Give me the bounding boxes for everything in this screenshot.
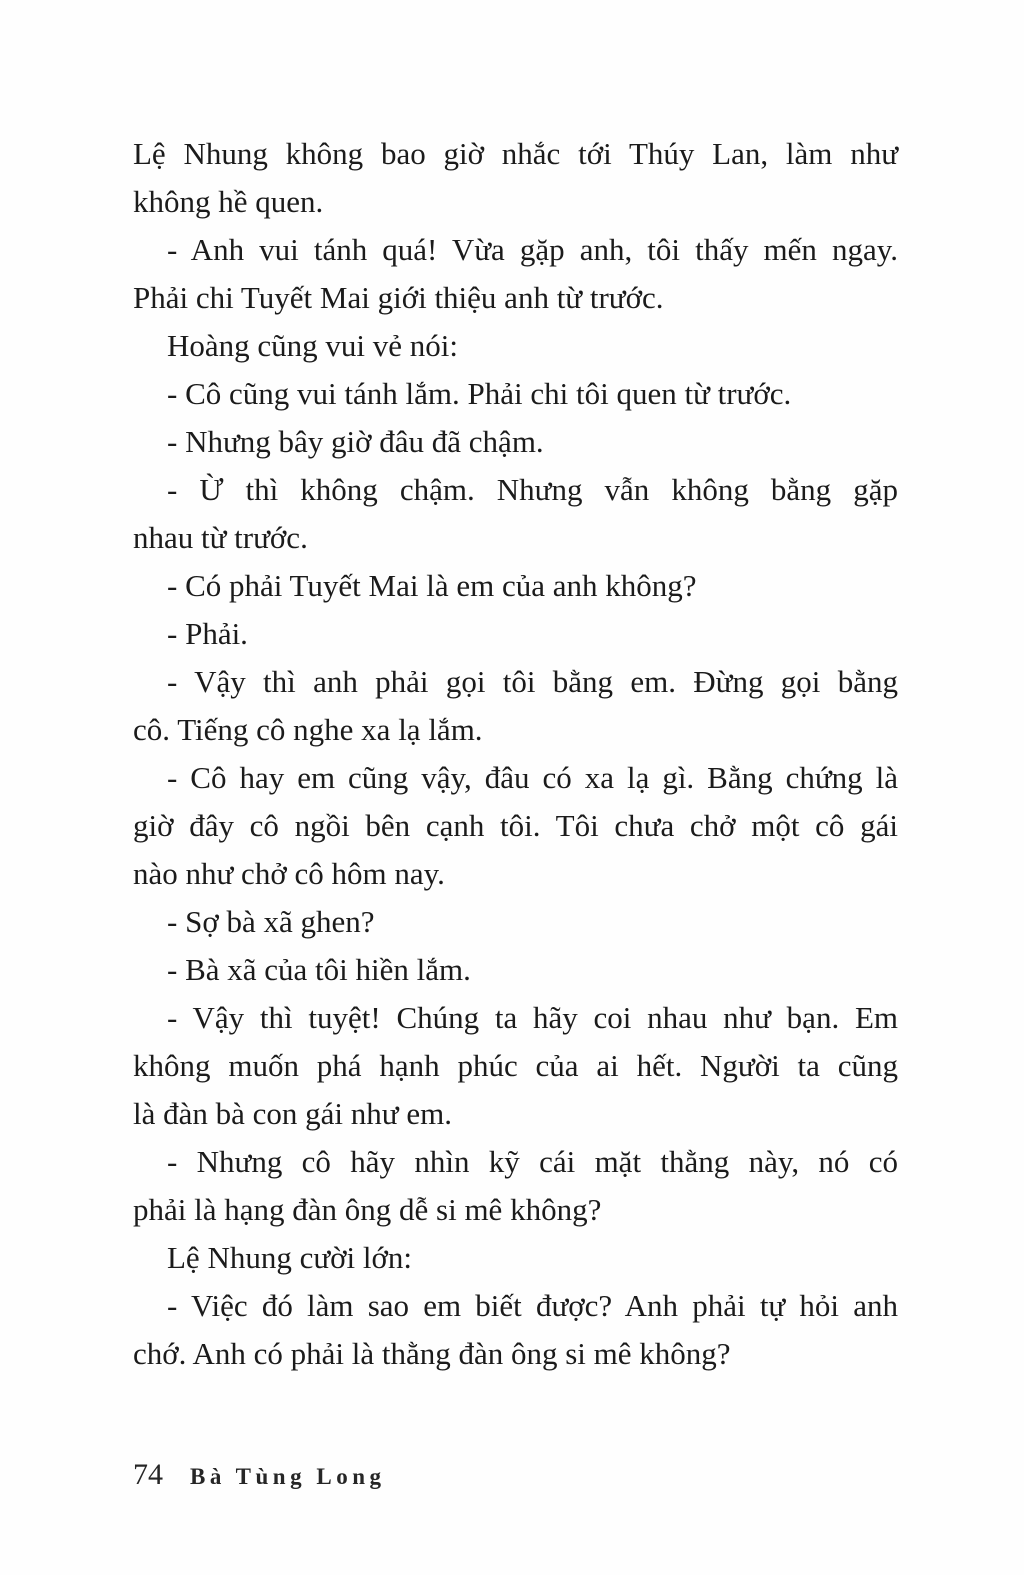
text-line: là đàn bà con gái như em. [133,1096,452,1131]
paragraph [133,1138,898,1234]
text-line: Lệ Nhung không bao giờ nhắc tới Thúy Lan, làm như [133,136,898,171]
page-text [133,130,898,1378]
text-line: - Nhưng cô hãy nhìn kỹ cái mặt thằng này, nó có [167,1144,898,1179]
paragraph [133,946,898,994]
text-line: giờ đây cô ngồi bên cạnh tôi. Tôi chưa chở một cô gái [133,808,898,843]
paragraph [133,898,898,946]
paragraph [133,562,898,610]
paragraph [133,994,898,1138]
text-line: không hề quen. [133,184,324,219]
paragraph [133,1234,898,1282]
paragraph [133,658,898,754]
text-line: phải là hạng đàn ông dễ si mê không? [133,1192,602,1227]
paragraph [133,322,898,370]
paragraph [133,418,898,466]
text-line: nhau từ trước. [133,520,308,555]
paragraph [133,466,898,562]
text-line: Hoàng cũng vui vẻ nói: [167,328,459,363]
text-line: - Phải. [167,616,248,651]
paragraph [133,1282,898,1378]
page-number: 74 [133,1458,163,1491]
page-footer [133,1458,385,1492]
text-line: - Vậy thì anh phải gọi tôi bằng em. Đừng gọi bằng [167,664,898,699]
text-line: - Ừ thì không chậm. Nhưng vẫn không bằng gặp [167,472,898,507]
text-line: chớ. Anh có phải là thằng đàn ông si mê không? [133,1336,731,1371]
text-line: nào như chở cô hôm nay. [133,856,445,891]
text-line: - Có phải Tuyết Mai là em của anh không? [167,568,697,603]
text-line: Phải chi Tuyết Mai giới thiệu anh từ trước. [133,280,664,315]
paragraph [133,130,898,226]
text-line: Lệ Nhung cười lớn: [167,1240,413,1275]
text-line: không muốn phá hạnh phúc của ai hết. Người ta cũng [133,1048,898,1083]
text-line: - Cô hay em cũng vậy, đâu có xa lạ gì. Bằng chứng là [167,760,898,795]
text-line: - Cô cũng vui tánh lắm. Phải chi tôi quen từ trước. [167,376,792,411]
text-line: - Việc đó làm sao em biết được? Anh phải tự hỏi anh [167,1288,898,1323]
text-line: - Nhưng bây giờ đâu đã chậm. [167,424,544,459]
text-line: - Vậy thì tuyệt! Chúng ta hãy coi nhau như bạn. Em [167,1000,898,1035]
text-line: - Anh vui tánh quá! Vừa gặp anh, tôi thấy mến ngay. [167,232,898,267]
text-line: - Bà xã của tôi hiền lắm. [167,952,471,987]
text-line: - Sợ bà xã ghen? [167,904,375,939]
paragraph [133,610,898,658]
paragraph [133,226,898,322]
paragraph [133,754,898,898]
running-title: Bà Tùng Long [190,1464,386,1489]
text-line: cô. Tiếng cô nghe xa lạ lắm. [133,712,483,747]
paragraph [133,370,898,418]
